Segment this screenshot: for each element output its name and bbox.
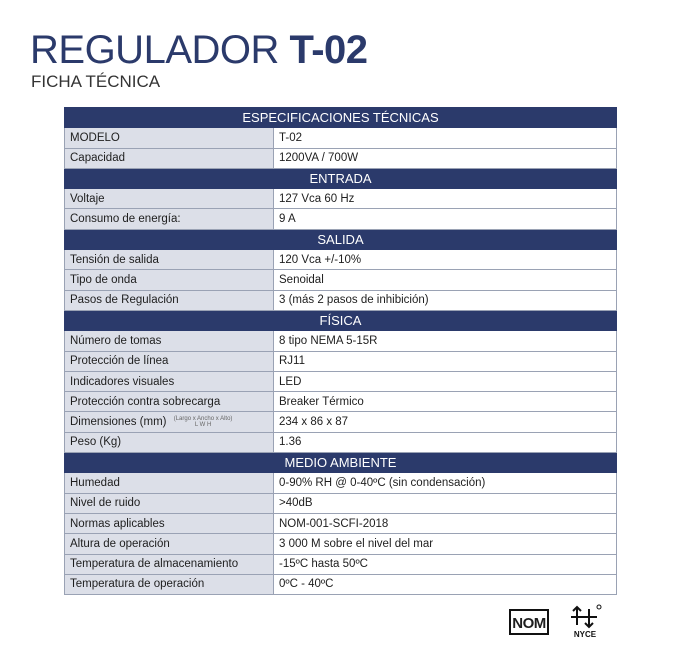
row-value: 8 tipo NEMA 5-15R (274, 331, 617, 351)
row-value: LED (274, 371, 617, 391)
table-row (65, 331, 617, 351)
table-row (65, 534, 617, 554)
page-title (30, 28, 368, 72)
row-label-dimensions (65, 412, 274, 432)
row-value: Breaker Térmico (274, 392, 617, 412)
table-row (65, 351, 617, 371)
table-row (65, 493, 617, 513)
section-header-ambiente: MEDIO AMBIENTE (65, 453, 617, 473)
section-header-salida: SALIDA (65, 229, 617, 249)
nyce-mark-icon (567, 603, 603, 639)
spec-table (64, 107, 617, 595)
table-row (65, 270, 617, 290)
row-value: -15ºC hasta 50ºC (274, 554, 617, 574)
row-label: Temperatura de almacenamiento (65, 554, 274, 574)
section-header-specs: ESPECIFICACIONES TÉCNICAS (65, 108, 617, 128)
row-value: 3 000 M sobre el nivel del mar (274, 534, 617, 554)
row-label: Protección contra sobrecarga (65, 392, 274, 412)
row-label: Altura de operación (65, 534, 274, 554)
row-value: 1.36 (274, 432, 617, 452)
table-row (65, 574, 617, 594)
row-value: >40dB (274, 493, 617, 513)
row-value: 9 A (274, 209, 617, 229)
row-value: 120 Vca +/-10% (274, 250, 617, 270)
row-value: 1200VA / 700W (274, 148, 617, 168)
row-label: Temperatura de operación (65, 574, 274, 594)
row-value: Senoidal (274, 270, 617, 290)
row-value: T-02 (274, 128, 617, 148)
row-value: NOM-001-SCFI-2018 (274, 513, 617, 533)
row-value: 234 x 86 x 87 (274, 412, 617, 432)
row-label: Peso (Kg) (65, 432, 274, 452)
table-row (65, 290, 617, 310)
row-label: Nivel de ruido (65, 493, 274, 513)
row-label: Normas aplicables (65, 513, 274, 533)
row-label: Voltaje (65, 189, 274, 209)
row-value: RJ11 (274, 351, 617, 371)
row-label: Pasos de Regulación (65, 290, 274, 310)
row-label: Tipo de onda (65, 270, 274, 290)
nyce-logo (567, 603, 603, 639)
table-row (65, 209, 617, 229)
table-row (65, 128, 617, 148)
table-row (65, 473, 617, 493)
table-row (65, 250, 617, 270)
table-row (65, 371, 617, 391)
nom-logo: NOM (509, 609, 549, 635)
section-header-entrada: ENTRADA (65, 168, 617, 188)
table-row (65, 513, 617, 533)
title-model-prefix: REGULADOR (30, 28, 290, 72)
table-row (65, 189, 617, 209)
row-label: Dimensiones (mm) (70, 416, 167, 429)
table-row (65, 432, 617, 452)
table-row (65, 392, 617, 412)
row-label: Tensión de salida (65, 250, 274, 270)
row-value: 127 Vca 60 Hz (274, 189, 617, 209)
dimensions-hint-top: (Largo x Ancho x Alto) (173, 416, 233, 423)
title-model-code: T-02 (289, 28, 368, 72)
table-row (65, 412, 617, 432)
dimensions-hint-bottom: L W H (194, 422, 212, 429)
row-label: Número de tomas (65, 331, 274, 351)
row-value: 0-90% RH @ 0-40ºC (sin condensación) (274, 473, 617, 493)
row-label: Consumo de energía: (65, 209, 274, 229)
row-label: Humedad (65, 473, 274, 493)
row-value: 0ºC - 40ºC (274, 574, 617, 594)
page-subtitle: FICHA TÉCNICA (31, 72, 161, 91)
table-row (65, 148, 617, 168)
nyce-label: NYCE (573, 630, 597, 639)
table-row (65, 554, 617, 574)
row-label: Capacidad (65, 148, 274, 168)
section-header-fisica: FÍSICA (65, 310, 617, 330)
row-label: MODELO (65, 128, 274, 148)
row-label: Indicadores visuales (65, 371, 274, 391)
row-value: 3 (más 2 pasos de inhibición) (274, 290, 617, 310)
dimensions-hint (174, 416, 233, 428)
row-label: Protección de línea (65, 351, 274, 371)
